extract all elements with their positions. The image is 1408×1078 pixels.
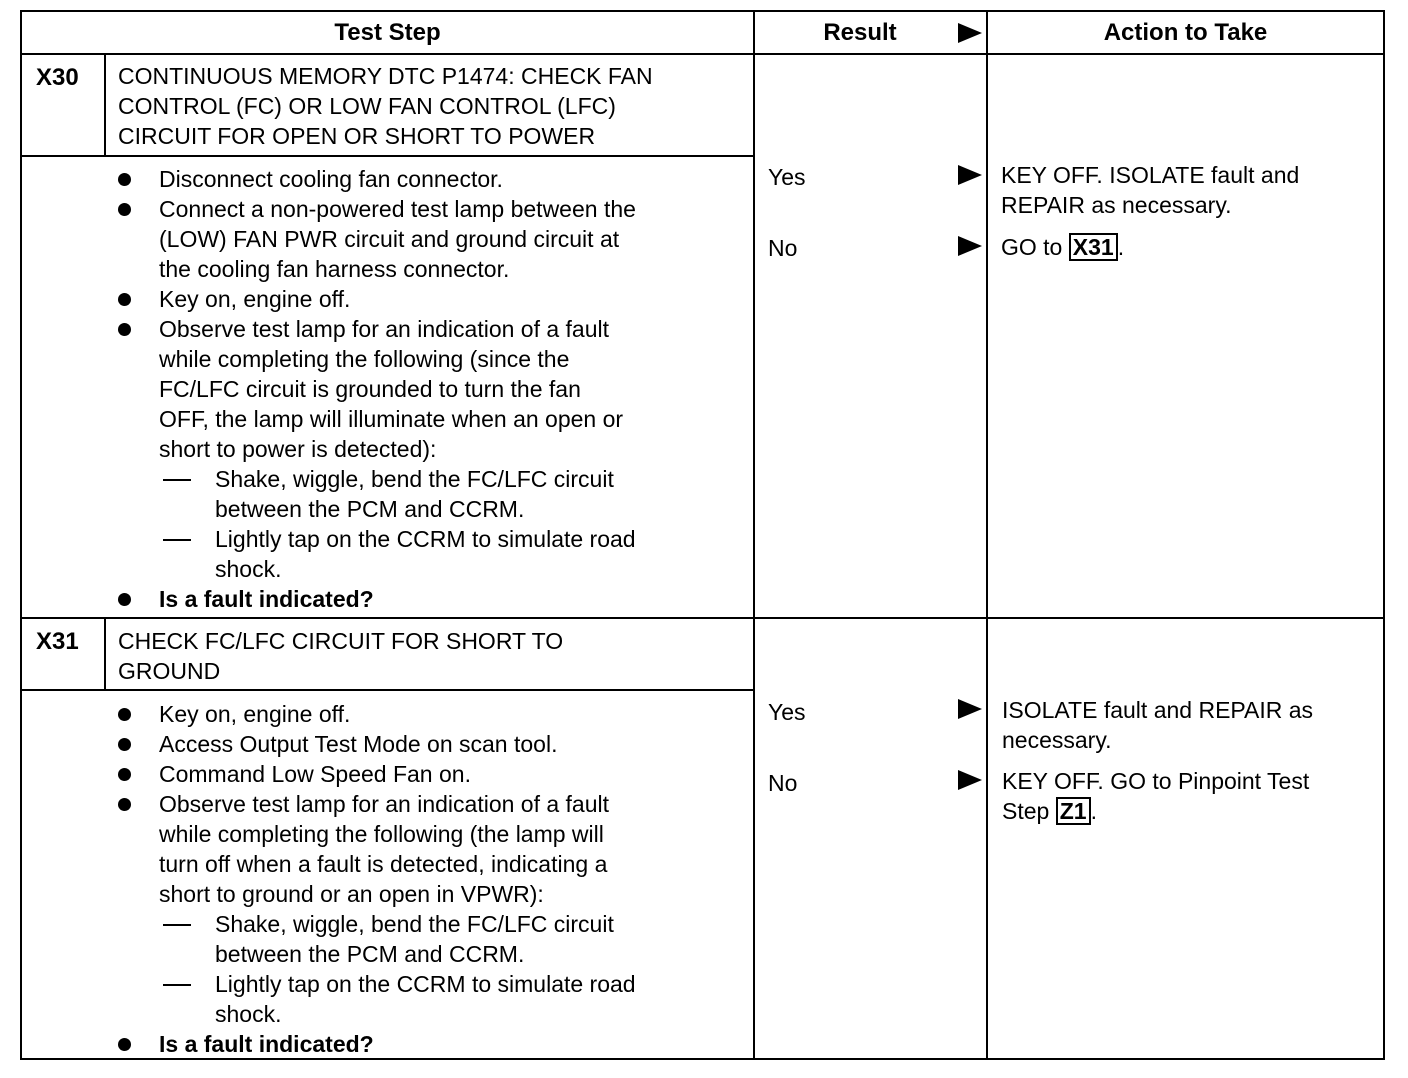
- instruction-line: Observe test lamp for an indication of a fault: [159, 316, 610, 342]
- result-no: No: [768, 235, 798, 261]
- step-id-x30: X30: [36, 64, 79, 91]
- instruction-line: turn off when a fault is detected, indicating a: [159, 851, 608, 877]
- action-goto-z1: [1002, 796, 1097, 826]
- dash-icon: [163, 984, 191, 986]
- bullet-icon: [118, 293, 131, 306]
- step-ref-z1[interactable]: Z1: [1056, 797, 1091, 825]
- dash-icon: [163, 924, 191, 926]
- diagnostic-table: [20, 10, 1385, 1060]
- bullet-icon: [118, 593, 131, 606]
- instruction-line: Disconnect cooling fan connector.: [159, 166, 503, 192]
- instruction-line: while completing the following (the lamp will: [159, 821, 604, 847]
- instruction-line: Connect a non-powered test lamp between the: [159, 196, 636, 222]
- action-text: Step: [1002, 798, 1056, 824]
- bullet-icon: [118, 798, 131, 811]
- title-line: GROUND: [118, 658, 221, 684]
- question-line: Is a fault indicated?: [159, 586, 374, 612]
- bullet-icon: [118, 708, 131, 721]
- instruction-line: Observe test lamp for an indication of a fault: [159, 791, 610, 817]
- action-text: .: [1117, 234, 1125, 260]
- title-line: CONTROL (FC) OR LOW FAN CONTROL (LFC): [118, 93, 616, 119]
- action-line: REPAIR as necessary.: [1001, 192, 1232, 218]
- action-text: .: [1090, 798, 1097, 824]
- instruction-line: Shake, wiggle, bend the FC/LFC circuit: [215, 911, 614, 937]
- arrow-icon: [958, 23, 982, 43]
- instruction-line: Key on, engine off.: [159, 701, 351, 727]
- instruction-line: (LOW) FAN PWR circuit and ground circuit at: [159, 226, 620, 252]
- title-line: CONTINUOUS MEMORY DTC P1474: CHECK FAN: [118, 63, 653, 89]
- step-divider: [22, 617, 1383, 619]
- x31-title-divider: [22, 689, 753, 691]
- result-yes: Yes: [768, 699, 806, 725]
- instruction-line: OFF, the lamp will illuminate when an open or: [159, 406, 624, 432]
- arrow-icon: [958, 236, 982, 256]
- header-action: Action to Take: [1103, 19, 1268, 46]
- action-goto-x31: [1001, 232, 1124, 262]
- instruction-line: shock.: [215, 1001, 282, 1027]
- action-line: KEY OFF. GO to Pinpoint Test: [1002, 768, 1310, 794]
- bullet-icon: [118, 738, 131, 751]
- dash-icon: [163, 479, 191, 481]
- action-text: GO to: [1001, 234, 1069, 260]
- instruction-line: shock.: [215, 556, 282, 582]
- step-title-x31: [118, 626, 738, 686]
- result-column-divider: [753, 12, 755, 1058]
- instruction-line: the cooling fan harness connector.: [159, 256, 510, 282]
- question-line: Is a fault indicated?: [159, 1031, 374, 1057]
- bullet-icon: [118, 173, 131, 186]
- header-test-step: Test Step: [334, 19, 441, 46]
- instruction-line: Shake, wiggle, bend the FC/LFC circuit: [215, 466, 614, 492]
- bullet-icon: [118, 1038, 131, 1051]
- bullet-icon: [118, 768, 131, 781]
- bullet-icon: [118, 203, 131, 216]
- action-column-divider: [986, 12, 988, 1058]
- arrow-icon: [958, 699, 982, 719]
- bullet-icon: [118, 323, 131, 336]
- action-line: necessary.: [1002, 727, 1112, 753]
- result-yes: Yes: [768, 164, 806, 190]
- title-line: CIRCUIT FOR OPEN OR SHORT TO POWER: [118, 123, 596, 149]
- instruction-line: short to power is detected):: [159, 436, 437, 462]
- instruction-line: Access Output Test Mode on scan tool.: [159, 731, 558, 757]
- arrow-icon: [958, 165, 982, 185]
- instruction-line: Key on, engine off.: [159, 286, 351, 312]
- instruction-line: Command Low Speed Fan on.: [159, 761, 471, 787]
- step-title-x30: [118, 61, 738, 151]
- instruction-line: between the PCM and CCRM.: [215, 496, 525, 522]
- action-line: KEY OFF. ISOLATE fault and: [1001, 162, 1300, 188]
- x30-title-divider: [22, 155, 753, 157]
- header-result: Result: [823, 19, 897, 46]
- instruction-line: FC/LFC circuit is grounded to turn the fan: [159, 376, 581, 402]
- step-id-x31: X31: [36, 628, 79, 655]
- instruction-line: short to ground or an open in VPWR):: [159, 881, 544, 907]
- action-line: ISOLATE fault and REPAIR as: [1002, 697, 1314, 723]
- title-line: CHECK FC/LFC CIRCUIT FOR SHORT TO: [118, 628, 564, 654]
- x31-id-divider: [104, 619, 106, 690]
- dash-icon: [163, 539, 191, 541]
- instruction-line: Lightly tap on the CCRM to simulate road: [215, 526, 636, 552]
- arrow-icon: [958, 770, 982, 790]
- result-no: No: [768, 770, 798, 796]
- instruction-line: Lightly tap on the CCRM to simulate road: [215, 971, 636, 997]
- instruction-line: while completing the following (since the: [159, 346, 570, 372]
- instruction-line: between the PCM and CCRM.: [215, 941, 525, 967]
- step-ref-x31[interactable]: X31: [1069, 233, 1118, 261]
- x30-id-divider: [104, 54, 106, 156]
